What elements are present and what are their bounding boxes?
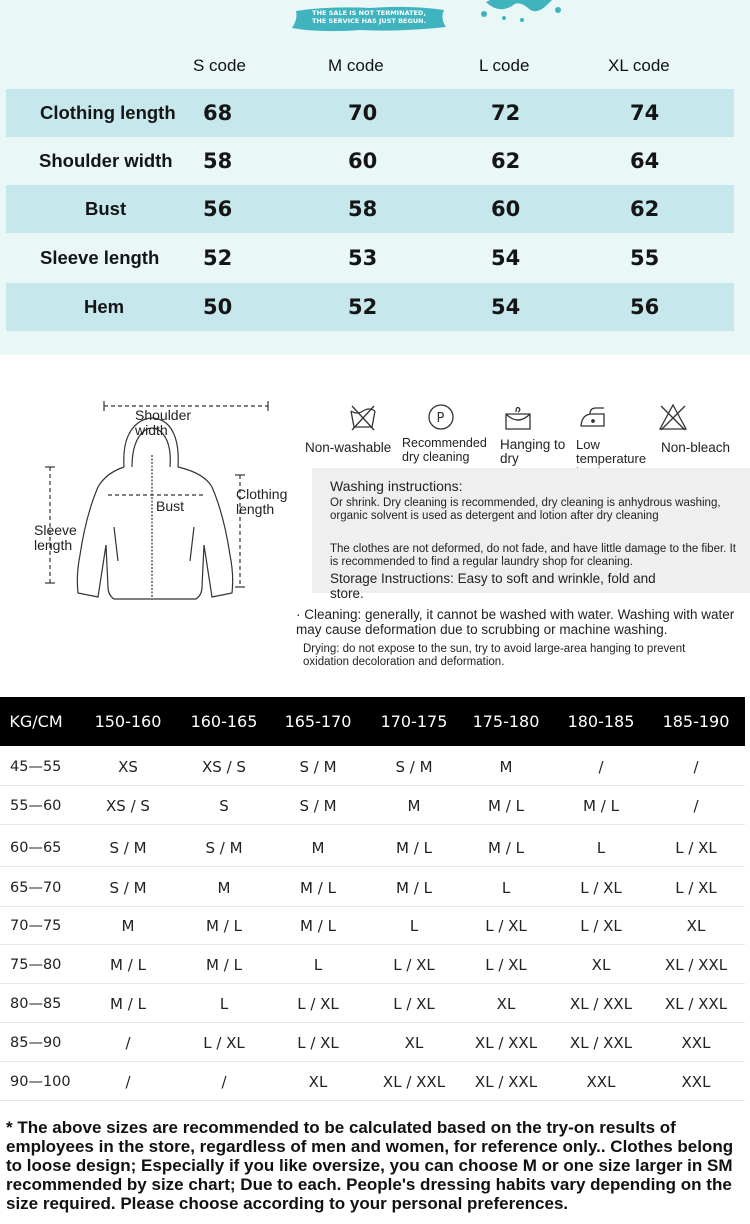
- size-cell: L / XL: [675, 879, 717, 897]
- size-cell: XS / S: [202, 758, 246, 776]
- banner-text: [300, 9, 438, 25]
- cell-s: 68: [203, 101, 233, 125]
- size-cell: M: [499, 758, 513, 776]
- no-wash-icon: [348, 402, 378, 432]
- header-height: 175-180: [472, 712, 540, 731]
- measure-row-shoulder-width: [6, 137, 734, 185]
- size-cell: L / XL: [675, 839, 717, 857]
- size-cell: M / L: [396, 839, 432, 857]
- diagram-and-care-section: [0, 355, 750, 695]
- cell-xl: 56: [630, 295, 660, 319]
- size-cell: L / XL: [393, 956, 435, 974]
- size-cell: S / M: [109, 879, 147, 897]
- measurement-section: [0, 0, 750, 355]
- size-cell: L / XL: [393, 995, 435, 1013]
- size-cell: XL / XXL: [569, 1034, 633, 1052]
- size-cell: M / L: [206, 917, 242, 935]
- weight-range-cell: 80—85: [10, 996, 62, 1012]
- washing-paragraph-1: Or shrink. Dry cleaning is recommended, dry cleaning is anhydrous washing, organic solvent is used as detergent and lotion after dry cleaning: [330, 497, 721, 522]
- size-cell: L: [313, 956, 323, 974]
- label-bust: Bust: [156, 498, 185, 514]
- size-cell: S / M: [299, 797, 337, 815]
- no-bleach-icon: [658, 402, 688, 432]
- weight-range-cell: 90—100: [10, 1074, 71, 1090]
- banner-line-2: THE SERVICE HAS JUST BEGUN.: [311, 17, 427, 25]
- hanging-dry-icon: [503, 402, 533, 432]
- size-chart-header: [0, 697, 745, 746]
- size-cell: XXL: [681, 1034, 711, 1052]
- size-chart-row: [0, 829, 745, 867]
- header-l-code: L code: [479, 56, 530, 75]
- cell-l: 60: [491, 197, 521, 221]
- size-cell: S / M: [395, 758, 433, 776]
- header-height: 180-185: [567, 712, 635, 731]
- size-cell: /: [598, 758, 604, 776]
- washing-title: Washing instructions:: [330, 478, 463, 494]
- weight-range-cell: 85—90: [10, 1035, 62, 1051]
- size-cell: M / L: [110, 995, 146, 1013]
- banner-line-1: THE SALE IS NOT TERMINATED,: [312, 9, 426, 17]
- cell-m: 60: [348, 149, 378, 173]
- weight-range-cell: 70—75: [10, 918, 62, 934]
- size-cell: XL / XXL: [569, 995, 633, 1013]
- washing-paragraph-2: The clothes are not deformed, do not fade, and have little damage to the fiber. It is recommended to find a regular laundry shop for cleaning.: [330, 543, 736, 568]
- size-cell: M / L: [300, 879, 336, 897]
- footnote: * The above sizes are recommended to be calculated based on the try-on results of employees in the store, regardless of men and women, for reference only.. Clothes belong to loose design; Especially if you like oversize, you can choose M or one size larger in SM recommended by size chart; Due to each. People's dressing habits vary depending on the size required. Please choose according to your personal preferences.: [6, 1118, 734, 1213]
- size-cell: /: [125, 1034, 131, 1052]
- care-label-non-washable: Non-washable: [305, 440, 392, 455]
- cell-l: 62: [491, 149, 521, 173]
- measure-row-sleeve-length: [6, 234, 734, 282]
- measure-row-hem: [6, 283, 734, 331]
- size-cell: M: [407, 797, 421, 815]
- size-cell: L: [219, 995, 229, 1013]
- low-temp-iron-icon: [578, 402, 608, 432]
- label-sleeve-length: Sleeve length: [34, 522, 77, 553]
- size-cell: /: [125, 1073, 131, 1091]
- measure-row-clothing-length: [6, 89, 734, 137]
- size-cell: XL / XXL: [664, 956, 728, 974]
- size-cell: L: [501, 879, 511, 897]
- size-chart-row: [0, 946, 745, 984]
- size-cell: L / XL: [297, 995, 339, 1013]
- drying-note: Drying: do not expose to the sun, try to avoid large-area hanging to prevent oxidation decoloration and deformation.: [303, 643, 686, 668]
- size-cell: M / L: [488, 839, 524, 857]
- weight-range-cell: 65—70: [10, 880, 62, 896]
- cleaning-note: · Cleaning: generally, it cannot be washed with water. Washing with water may cause deformation due to scrubbing or machine washing.: [296, 607, 735, 637]
- size-cell: L: [409, 917, 419, 935]
- cell-l: 54: [491, 246, 521, 270]
- weight-range-cell: 45—55: [10, 759, 62, 775]
- care-label-non-bleach: Non-bleach: [661, 440, 731, 455]
- weight-range-cell: 55—60: [10, 798, 62, 814]
- size-cell: L / XL: [580, 879, 622, 897]
- care-label-hanging: Hanging to dry: [500, 437, 566, 466]
- size-cell: L: [596, 839, 606, 857]
- size-cell: S / M: [205, 839, 243, 857]
- header-height: 160-165: [190, 712, 258, 731]
- row-label: Clothing length: [40, 102, 176, 123]
- header-height: 165-170: [284, 712, 352, 731]
- size-chart-row: [0, 787, 745, 825]
- cell-m: 70: [348, 101, 378, 125]
- cell-xl: 64: [630, 149, 660, 173]
- care-label-iron: Low temperature: [576, 437, 647, 466]
- size-cell: L / XL: [485, 956, 527, 974]
- cell-s: 56: [203, 197, 233, 221]
- size-cell: XS: [118, 758, 138, 776]
- weight-range-cell: 60—65: [10, 840, 62, 856]
- storage-instructions: Storage Instructions: Easy to soft and wrinkle, fold and store.: [330, 571, 656, 601]
- header-s-code: S code: [193, 56, 246, 75]
- cell-s: 52: [203, 246, 233, 270]
- shoulder-width-text: Shoulder width: [135, 407, 192, 438]
- size-cell: XL / XXL: [474, 1034, 538, 1052]
- cell-xl: 62: [630, 197, 660, 221]
- cell-l: 72: [491, 101, 521, 125]
- label-clothing-length: Clothing length: [236, 486, 288, 517]
- size-chart-row: [0, 748, 745, 786]
- size-cell: XL / XXL: [664, 995, 728, 1013]
- size-chart-row: [0, 869, 745, 907]
- cell-xl: 55: [630, 246, 660, 270]
- size-cell: XL: [496, 995, 516, 1013]
- row-label: Bust: [85, 198, 127, 219]
- size-cell: /: [693, 758, 699, 776]
- cell-m: 52: [348, 295, 378, 319]
- size-cell: XL: [308, 1073, 328, 1091]
- size-cell: L / XL: [203, 1034, 245, 1052]
- size-cell: XL: [686, 917, 706, 935]
- row-label: Shoulder width: [39, 150, 173, 171]
- size-cell: S / M: [299, 758, 337, 776]
- header-height: 150-160: [94, 712, 162, 731]
- size-cell: M / L: [110, 956, 146, 974]
- header-height: 170-175: [380, 712, 448, 731]
- cell-l: 54: [491, 295, 521, 319]
- size-cell: M / L: [396, 879, 432, 897]
- header-height: 185-190: [662, 712, 730, 731]
- header-m-code: M code: [328, 56, 384, 75]
- size-cell: XL: [591, 956, 611, 974]
- size-cell: L / XL: [485, 917, 527, 935]
- size-cell: XXL: [681, 1073, 711, 1091]
- size-cell: /: [221, 1073, 227, 1091]
- dry-clean-p-icon: [426, 402, 456, 432]
- size-cell: S: [219, 797, 229, 815]
- size-cell: M: [217, 879, 231, 897]
- size-cell: M / L: [583, 797, 619, 815]
- svg-text:P: P: [436, 411, 445, 426]
- size-cell: M / L: [488, 797, 524, 815]
- cell-s: 58: [203, 149, 233, 173]
- header-xl-code: XL code: [608, 56, 670, 75]
- cell-m: 58: [348, 197, 378, 221]
- row-label: Hem: [84, 296, 125, 317]
- size-cell: S / M: [109, 839, 147, 857]
- label-shoulder-width: [135, 408, 205, 438]
- size-cell: XXL: [586, 1073, 616, 1091]
- size-cell: M / L: [300, 917, 336, 935]
- size-cell: L / XL: [297, 1034, 339, 1052]
- size-chart-row: [0, 1024, 745, 1062]
- size-cell: /: [693, 797, 699, 815]
- size-chart-row: [0, 1063, 745, 1101]
- size-cell: M / L: [206, 956, 242, 974]
- cell-m: 53: [348, 246, 378, 270]
- size-chart-row: [0, 985, 745, 1023]
- row-label: Sleeve length: [40, 247, 160, 268]
- header-kg-cm: KG/CM: [9, 712, 63, 731]
- size-cell: XL / XXL: [382, 1073, 446, 1091]
- care-label-dry-cleaning: Recommended dry cleaning: [402, 436, 487, 464]
- size-cell: XL: [404, 1034, 424, 1052]
- paint-splash-icon: [478, 0, 568, 24]
- size-chart-row: [0, 907, 745, 945]
- size-cell: L / XL: [580, 917, 622, 935]
- cell-xl: 74: [630, 101, 660, 125]
- size-cell: M: [311, 839, 325, 857]
- weight-range-cell: 75—80: [10, 957, 62, 973]
- size-cell: M: [121, 917, 135, 935]
- size-cell: XS / S: [106, 797, 150, 815]
- size-cell: XL / XXL: [474, 1073, 538, 1091]
- cell-s: 50: [203, 295, 233, 319]
- measure-row-bust: [6, 185, 734, 233]
